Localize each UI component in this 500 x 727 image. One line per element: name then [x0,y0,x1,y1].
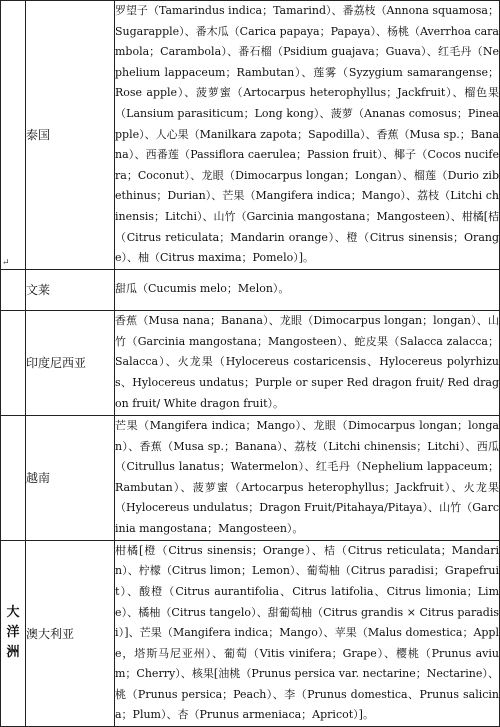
region-cell [1,310,26,415]
region-cell [1,1,26,270]
fruits-cell: 香蕉（Musa nana；Banana）、龙眼（Dimocarpus longan；longan）、山竹（Garcinia mangostana；Mangosteen）、蛇皮果（Salacca zalacca；Salacca）、火龙果（Hylocereus costaricensis、Hylocereus polyrhizus、Hylocereus undatus；Purple or super Red dragon fruit/ Red dragon fruit/ White dragon fruit）。 [115,310,500,415]
table-row [1,1,500,270]
table-row [1,540,500,726]
country-cell: 澳大利亚 [26,540,115,726]
table-row [1,415,500,540]
table-row [1,310,500,415]
region-label: 大洋洲 [6,605,20,661]
country-cell: 越南 [26,415,115,540]
table-row [1,269,500,310]
fruits-cell: 罗望子（Tamarindus indica；Tamarind）、番荔枝（Annona squamosa；Sugarapple）、番木瓜（Carica papaya；Papaya）、杨桃（Averrhoa carambola；Carambola）、番石榴（Psidium guajava；Guava）、红毛丹（Nephelium lappaceum；Rambutan）、莲雾（Syzygium samarangense；Rose apple）、菠萝蜜（Artocarpus heterophyllus；Jackfruit）、榴色果（Lansium parasiticum；Long kong）、菠萝（Ananas comosus；Pineapple）、人心果（Manilkara zapota；Sapodilla）、香蕉（Musa sp.；Banana）、西番莲（Passiflora caerulea；Passion fruit）、椰子（Cocos nucifera；Coconut）、龙眼（Dimocarpus longan；Longan）、榴莲（Durio zibethinus；Durian）、芒果（Mangifera indica；Mango）、荔枝（Litchi chinensis；Litchi）、山竹（Garcinia mangostana；Mangosteen）、柑橘[桔（Citrus reticulata；Mandarin orange）、橙（Citrus sinensis；Orange）、柚（Citrus maxima；Pomelo）]。 [115,1,500,270]
country-cell: 文莱 [26,269,115,310]
region-cell [1,269,26,310]
country-cell: 泰国 [26,1,115,270]
region-cell [1,540,26,726]
fruits-cell: 芒果（Mangifera indica；Mango）、龙眼（Dimocarpus longan；longan）、香蕉（Musa sp.；Banana）、荔枝（Litchi chinensis；Litchi）、西瓜（Citrullus lanatus；Watermelon）、红毛丹（Nephelium lappaceum；Rambutan）、菠萝蜜（Artocarpus heterophyllus；Jackfruit）、火龙果（Hylocereus undulatus；Dragon Fruit/Pitahaya/Pitaya）、山竹（Garcinia mangostana；Mangosteen）。 [115,415,500,540]
fruits-cell: 柑橘[橙（Citrus sinensis；Orange）、桔（Citrus reticulata；Mandarin）、柠檬（Citrus limon；Lemon）、葡萄柚（Citrus paradisi；Grapefruit）、酸橙（Citrus aurantifolia、Citrus latifolia、Citrus limonia；Lime）、橘柚（Citrus tangelo）、甜葡萄柚（Citrus grandis × Citrus paradisi）]、芒果（Mangifera indica；Mango）、苹果（Malus domestica；Apple，塔斯马尼亚州）、葡萄（Vitis vinifera；Grape）、樱桃（Prunus avium；Cherry）、核果[油桃（Prunus persica var. nectarine；Nectarine）、桃（Prunus persica；Peach）、李（Prunus domestica、Prunus salicina；Plum）、杏（Prunus armeniaca；Apricot）]。 [115,540,500,726]
region-cell [1,415,26,540]
fruits-cell: 甜瓜（Cucumis melo；Melon）。 [115,269,500,310]
paragraph-mark: ↵ [2,258,10,268]
country-cell: 印度尼西亚 [26,310,115,415]
